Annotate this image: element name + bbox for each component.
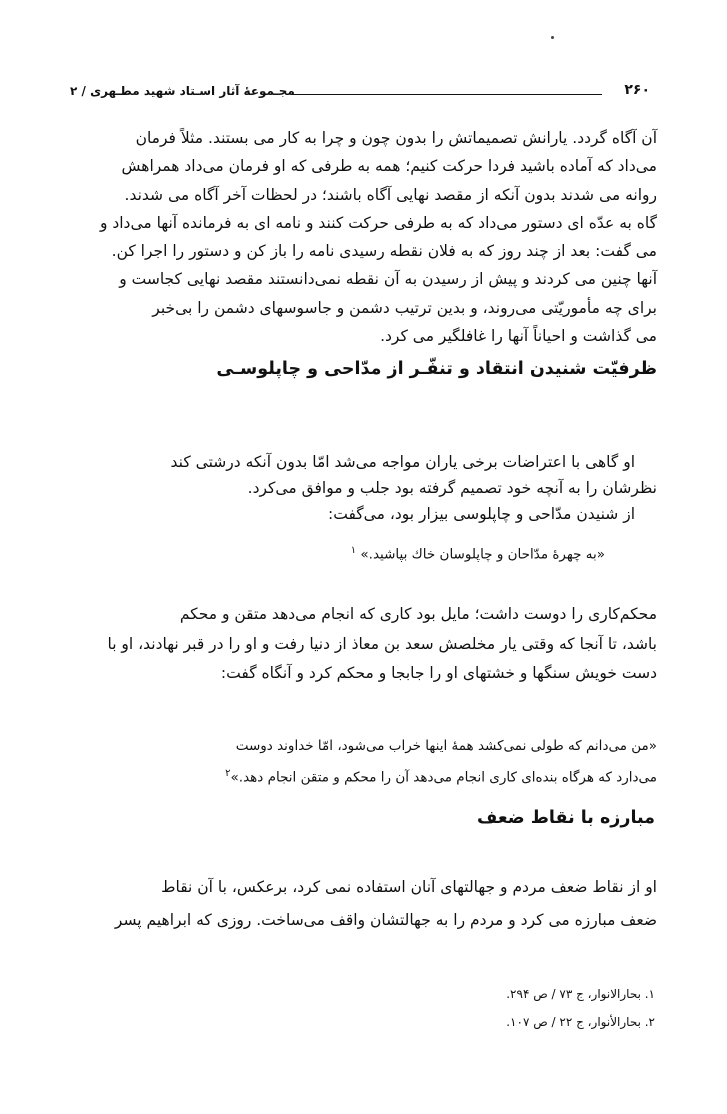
paragraph-2 (72, 449, 657, 527)
paragraph-line: او از نقاط ضعف مردم و جهالتهای آنان استفاده نمی کرد، برعکس، با آن نقاط (161, 878, 657, 896)
speck-mark (551, 36, 554, 39)
paragraph-1 (72, 124, 657, 350)
paragraph-line: او گاهی با اعتراضات برخی یاران مواجه می‌شد امّا بدون آنکه درشتی کند (170, 453, 635, 471)
quote-line: «من می‌دانم که طولی نمی‌کشد همهٔ اینها خراب می‌شود، امّا خداوند دوست (235, 738, 657, 754)
paragraph-line: ضعف مبارزه می کرد و مردم را به جهالتشان واقف می‌ساخت. روزی که ابراهیم پسر (114, 911, 657, 929)
footnote-ref: ۲ (225, 768, 231, 779)
footnote-2: ۲. بحارالأنوار، ج ۲۲ / ص ۱۰۷. (506, 1015, 655, 1029)
footnote-1: ۱. بحارالانوار، ج ۷۳ / ص ۲۹۴. (506, 987, 655, 1001)
paragraph-3 (72, 600, 657, 689)
quote-line-text: می‌دارد که هرگاه بنده‌ای کاری انجام می‌دهد آن را محکم و متقن انجام دهد.» (230, 769, 657, 786)
paragraph-line: آن آگاه گردد. یارانش تصمیماتش را بدون چون و چرا به کار می بستند. مثلاً فرمان (135, 129, 657, 147)
footnote-ref: ۱ (350, 545, 357, 556)
paragraph-line: باشد، تا آنجا که وقتی یار مخلصش سعد بن معاذ از دنیا رفت و او را در قبر نهادند، او با (107, 634, 657, 653)
running-title: مجـموعهٔ آثار اسـتاد شهید مطـهری / ۲ (70, 84, 295, 98)
paragraph-4 (72, 871, 657, 937)
section-heading-weakness: مبارزه با نقاط ضعف (477, 808, 655, 828)
paragraph-line: برای چه مأموریّتی می‌روند، و بدین ترتیب دشمن و جاسوسهای دشمن را بی‌خبر (152, 298, 657, 317)
paragraph-line: آنها چنین می کردند و پیش از رسیدن به آن نقطه نمی‌دانستند مقصد نهایی کجاست و (119, 270, 657, 289)
paragraph-line: می‌داد که آماده باشید فردا حرکت کنیم؛ همه به طرفی که او فرمان می‌داد همراهش (121, 157, 657, 176)
quote-line (72, 760, 657, 792)
paragraph-line: روانه می شدند بدون آنکه از مقصد نهایی آگاه باشند؛ در لحظات آخر آگاه می شدند. (124, 185, 657, 204)
page-number: ۲۶۰ (624, 82, 650, 98)
quote-1 (351, 545, 605, 563)
paragraph-line: نظرشان را به آنچه خود تصمیم گرفته بود جلب و موافق می‌کرد. (247, 479, 657, 497)
paragraph-line: می گذاشت و احیاناً آنها را غافلگیر می کرد. (380, 327, 657, 346)
quote-2 (72, 733, 657, 792)
page-header (70, 82, 650, 106)
paragraph-line: محکم‌کاری را دوست داشت؛ مایل بود کاری که انجام می‌دهد متقن و محکم (179, 605, 657, 623)
quote-text: «به چهرهٔ مدّاحان و چاپلوسان خاك بپاشید.» (360, 546, 605, 563)
footnotes (506, 980, 655, 1036)
section-heading-criticism: ظرفیّت شنیدن انتقاد و تنفّـر از مدّاحی و چاپلوسـی (216, 359, 657, 379)
paragraph-line: گاه به عدّه ای دستور می‌داد که به طرفی حرکت کنند و نامه ای به فرمانده آنها می‌داد و (99, 213, 657, 232)
header-rule (292, 94, 602, 95)
paragraph-line: از شنیدن مدّاحی و چاپلوسی بیزار بود، می‌گفت: (328, 505, 635, 523)
paragraph-line: دست خویش سنگها و خشتهای او را جابجا و محکم کرد و آنگاه گفت: (220, 664, 657, 682)
paragraph-line: می گفت: بعد از چند روز که به فلان نقطه رسیدی نامه را باز کن و دستور را اجرا کن. (111, 242, 657, 261)
